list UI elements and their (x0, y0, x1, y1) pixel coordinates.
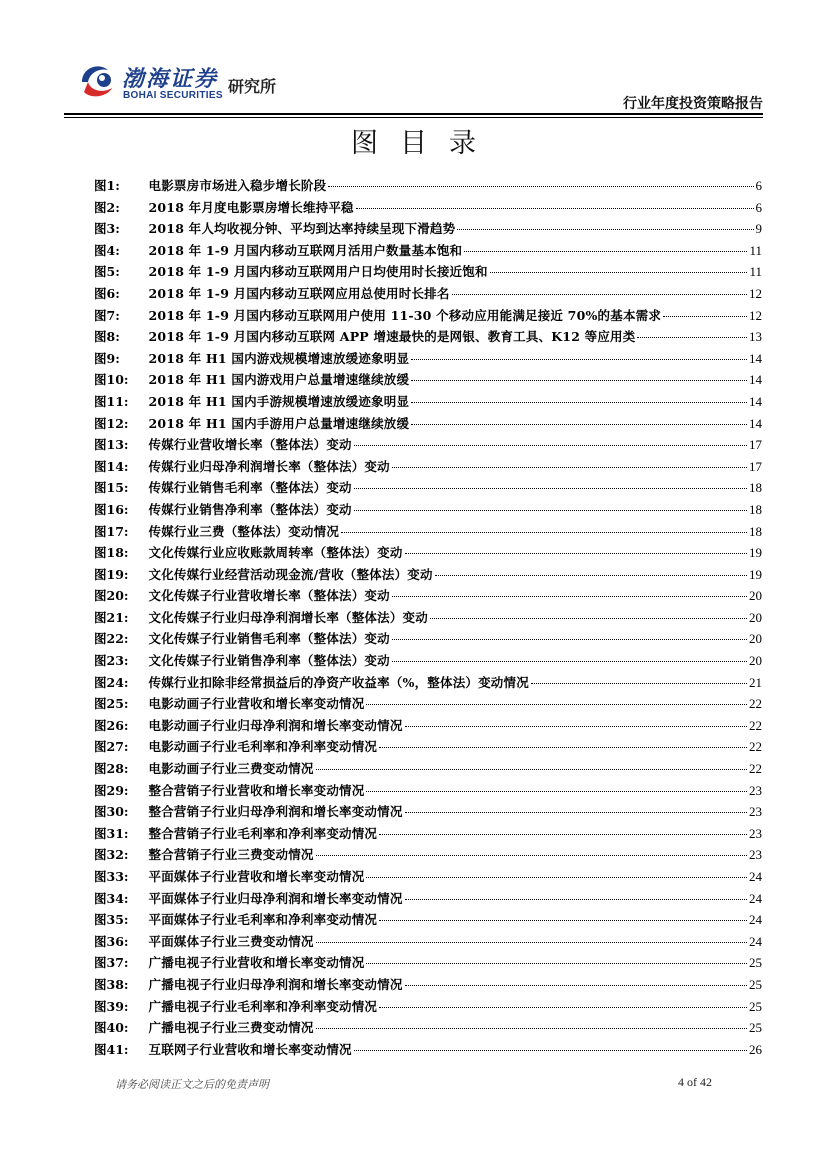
toc-entry[interactable] (94, 543, 762, 565)
toc-entry-title: 电影动画子行业毛利率和净利率变动情况 (148, 739, 378, 755)
toc-entry-leader (411, 424, 747, 425)
toc-entry-label: 图 (94, 674, 107, 690)
toc-entry-leader (354, 488, 747, 489)
toc-entry-leader (392, 639, 747, 640)
toc-entry-leader (366, 704, 747, 705)
toc-entry-title: 传媒行业营收增长率（整体法）变动 (148, 437, 352, 453)
toc-entry-title: 文化传媒子行业营收增长率（整体法）变动 (148, 588, 390, 604)
toc-entry[interactable] (94, 284, 762, 306)
toc-entry[interactable] (94, 392, 762, 414)
toc-entry-title: 电影动画子行业归母净利润和增长率变动情况 (148, 717, 403, 733)
toc-entry-title: 传媒行业三费（整体法）变动情况 (148, 523, 340, 539)
toc-entry-label: 图 (94, 242, 107, 258)
toc-entry-page: 12 (749, 307, 762, 323)
toc-entry-number: 37: (106, 955, 129, 971)
toc-entry-leader (354, 445, 747, 446)
toc-entry-number: 26: (106, 717, 129, 733)
toc-entry-title: 文化传媒行业经营活动现金流/营收（整体法）变动 (148, 566, 433, 582)
toc-entry-title: 2018 年人均收视分钟、平均到达率持续呈现下滑趋势 (148, 221, 456, 237)
toc-entry[interactable] (94, 198, 762, 220)
toc-entry-label: 图 (94, 221, 107, 237)
toc-entry-title: 整合营销子行业三费变动情况 (148, 847, 314, 863)
toc-entry-title: 2018 年月度电影票房增长维持平稳 (148, 199, 354, 215)
toc-entry-label: 图 (94, 1041, 107, 1057)
toc-entry-leader (366, 963, 747, 964)
toc-entry-title: 平面媒体子行业营收和增长率变动情况 (148, 869, 365, 884)
toc-entry-number: 3: (106, 221, 120, 237)
toc-entry-page: 24 (749, 912, 762, 928)
toc-entry[interactable] (94, 910, 762, 932)
toc-entry-leader (341, 532, 747, 533)
toc-entry-title: 平面媒体子行业归母净利润和增长率变动情况 (148, 890, 403, 906)
toc-entry-number: 36: (106, 933, 129, 949)
toc-entry-label: 图 (94, 847, 107, 863)
toc-entry-title: 2018 年 H1 国内手游规模增速放缓迹象明显 (148, 393, 410, 409)
toc-entry[interactable] (94, 478, 762, 500)
toc-entry-title: 电影票房市场进入稳步增长阶段 (148, 178, 327, 193)
toc-entry-title: 广播电视子行业毛利率和净利率变动情况 (148, 998, 378, 1014)
toc-entry-label: 图 (94, 976, 107, 992)
figure-table-of-contents (94, 176, 762, 1061)
toc-entry-leader (464, 251, 747, 252)
toc-entry-leader (411, 402, 747, 403)
toc-entry[interactable] (94, 694, 762, 716)
toc-entry-leader (430, 618, 747, 619)
toc-entry[interactable] (94, 867, 762, 889)
toc-entry-page: 23 (749, 782, 762, 798)
toc-entry-page: 20 (749, 631, 762, 647)
toc-entry[interactable] (94, 608, 762, 630)
toc-entry-page: 25 (749, 976, 762, 992)
toc-entry-leader (452, 294, 747, 295)
toc-entry-leader (490, 272, 748, 273)
toc-entry-title: 整合营销子行业归母净利润和增长率变动情况 (148, 804, 403, 820)
page-header (0, 0, 827, 120)
toc-entry-leader (405, 726, 747, 727)
toc-entry-label: 图 (94, 717, 107, 733)
toc-entry-page: 14 (749, 393, 762, 409)
toc-entry[interactable] (94, 500, 762, 522)
toc-entry-page: 22 (749, 696, 762, 712)
toc-entry[interactable] (94, 435, 762, 457)
toc-entry-number: 20: (106, 588, 129, 604)
toc-entry-label: 图 (94, 199, 107, 215)
toc-entry[interactable] (94, 953, 762, 975)
toc-entry[interactable] (94, 262, 762, 284)
toc-entry-page: 24 (749, 890, 762, 906)
toc-entry-number: 38: (106, 976, 129, 992)
toc-entry-leader (405, 899, 747, 900)
toc-entry-number: 40: (106, 1020, 129, 1036)
toc-entry[interactable] (94, 889, 762, 911)
toc-entry-title: 文化传媒子行业销售净利率（整体法）变动 (148, 653, 390, 669)
toc-entry-title: 2018 年 H1 国内游戏用户总量增速继续放缓 (148, 372, 410, 388)
toc-entry[interactable] (94, 975, 762, 997)
toc-entry[interactable] (94, 845, 762, 867)
toc-entry-number: 25: (106, 696, 129, 712)
toc-entry-number: 27: (106, 739, 129, 755)
toc-entry-title: 2018 年 1-9 月国内移动互联网 APP 增速最快的是网银、教育工具、K12 等应用类 (148, 329, 636, 345)
toc-entry-title: 2018 年 1-9 月国内移动互联网用户日均使用时长接近饱和 (148, 264, 488, 280)
toc-entry-leader (457, 229, 753, 230)
toc-entry-title: 互联网子行业营收和增长率变动情况 (148, 1041, 352, 1057)
toc-entry-leader (316, 1028, 747, 1029)
toc-entry[interactable] (94, 586, 762, 608)
toc-entry-label: 图 (94, 609, 107, 625)
toc-entry-label: 图 (94, 372, 107, 388)
toc-entry-leader (411, 380, 747, 381)
toc-entry-page: 17 (749, 458, 762, 474)
toc-entry-number: 34: (106, 890, 129, 906)
toc-entry-page: 18 (749, 480, 762, 496)
toc-entry-label: 图 (94, 545, 107, 561)
toc-entry-page: 25 (749, 1020, 762, 1036)
toc-entry-page: 11 (749, 242, 762, 258)
toc-entry-page: 18 (749, 523, 762, 539)
toc-entry[interactable] (94, 241, 762, 263)
footer-page-indicator: 4 of 42 (678, 1075, 712, 1089)
toc-entry-number: 5: (106, 264, 120, 280)
toc-entry-title: 传媒行业销售净利率（整体法）变动 (148, 501, 352, 517)
toc-entry-number: 19: (106, 566, 129, 582)
toc-entry-page: 20 (749, 588, 762, 604)
toc-entry-leader (392, 661, 747, 662)
toc-entry-number: 4: (106, 242, 120, 258)
toc-entry-page: 9 (755, 221, 762, 237)
toc-entry-leader (405, 553, 747, 554)
toc-entry-title: 电影动画子行业营收和增长率变动情况 (148, 696, 365, 712)
toc-entry-leader (392, 467, 747, 468)
toc-entry-label: 图 (94, 933, 107, 949)
toc-entry[interactable] (94, 306, 762, 328)
toc-entry-number: 13: (106, 437, 129, 453)
toc-entry-leader (356, 208, 754, 209)
toc-entry-page: 17 (749, 437, 762, 453)
toc-entry-label: 图 (94, 178, 107, 193)
toc-entry-leader (405, 812, 747, 813)
toc-entry-page: 26 (749, 1041, 762, 1057)
toc-entry-title: 2018 年 1-9 月国内移动互联网应用总使用时长排名 (148, 285, 450, 301)
toc-entry-label: 图 (94, 523, 107, 539)
brand-name-en: BOHAI SECURITIES (123, 90, 223, 101)
toc-entry-page: 6 (755, 178, 762, 193)
toc-entry[interactable] (94, 716, 762, 738)
toc-entry-leader (316, 769, 747, 770)
toc-entry-number: 12: (106, 415, 129, 431)
toc-entry-label: 图 (94, 653, 107, 669)
toc-entry-leader (379, 920, 747, 921)
toc-entry-title: 传媒行业销售毛利率（整体法）变动 (148, 480, 352, 496)
toc-entry[interactable] (94, 1040, 762, 1062)
toc-entry-number: 28: (106, 761, 129, 777)
toc-entry-page: 14 (749, 415, 762, 431)
toc-entry-title: 2018 年 1-9 月国内移动互联网月活用户数量基本饱和 (148, 242, 463, 258)
toc-entry-label: 图 (94, 869, 107, 884)
toc-entry-label: 图 (94, 998, 107, 1014)
toc-entry-leader (405, 985, 747, 986)
toc-entry-label: 图 (94, 739, 107, 755)
toc-entry-page: 11 (749, 264, 762, 280)
toc-entry-leader (637, 337, 747, 338)
toc-entry-label: 图 (94, 588, 107, 604)
toc-entry-page: 20 (749, 609, 762, 625)
report-type: 行业年度投资策略报告 (623, 96, 763, 112)
toc-entry[interactable] (94, 997, 762, 1019)
toc-entry-page: 18 (749, 501, 762, 517)
toc-entry-number: 14: (106, 458, 129, 474)
toc-entry-title: 整合营销子行业营收和增长率变动情况 (148, 782, 365, 798)
toc-entry-label: 图 (94, 415, 107, 431)
toc-entry-number: 41: (106, 1041, 129, 1057)
toc-entry-label: 图 (94, 890, 107, 906)
toc-entry-leader (435, 575, 747, 576)
toc-entry-page: 23 (749, 825, 762, 841)
toc-entry-number: 31: (106, 825, 129, 841)
toc-entry-page: 12 (749, 285, 762, 301)
toc-entry-leader (663, 316, 747, 317)
toc-entry-title: 广播电视子行业营收和增长率变动情况 (148, 955, 365, 971)
toc-entry-page: 19 (749, 566, 762, 582)
toc-entry[interactable] (94, 673, 762, 695)
header-rule-thin (64, 117, 763, 118)
toc-entry-title: 2018 年 H1 国内游戏规模增速放缓迹象明显 (148, 350, 410, 366)
toc-entry-leader (411, 359, 747, 360)
toc-entry-leader (366, 791, 747, 792)
toc-entry[interactable] (94, 1018, 762, 1040)
toc-entry-number: 39: (106, 998, 129, 1014)
page-title: 图目录 (351, 128, 498, 159)
toc-entry[interactable] (94, 370, 762, 392)
toc-entry-label: 图 (94, 285, 107, 301)
toc-entry-page: 23 (749, 804, 762, 820)
toc-entry-leader (354, 510, 747, 511)
toc-entry-page: 14 (749, 350, 762, 366)
toc-entry[interactable] (94, 522, 762, 544)
toc-entry-title: 电影动画子行业三费变动情况 (148, 761, 314, 777)
toc-entry-number: 21: (106, 609, 129, 625)
toc-entry-label: 图 (94, 804, 107, 820)
toc-entry-label: 图 (94, 696, 107, 712)
toc-entry-leader (316, 855, 747, 856)
toc-entry-page: 22 (749, 739, 762, 755)
toc-entry-title: 传媒行业归母净利润增长率（整体法）变动 (148, 458, 390, 474)
toc-entry[interactable] (94, 824, 762, 846)
toc-entry-title: 平面媒体子行业三费变动情况 (148, 933, 314, 949)
toc-entry-label: 图 (94, 825, 107, 841)
toc-entry-number: 15: (106, 480, 129, 496)
toc-entry[interactable] (94, 349, 762, 371)
toc-entry-number: 32: (106, 847, 129, 863)
toc-entry-title: 广播电视子行业归母净利润和增长率变动情况 (148, 976, 403, 992)
toc-entry-leader (379, 1007, 747, 1008)
toc-entry-page: 25 (749, 955, 762, 971)
toc-entry-title: 整合营销子行业毛利率和净利率变动情况 (148, 825, 378, 841)
toc-entry-leader (379, 834, 747, 835)
toc-entry-number: 24: (106, 674, 129, 690)
toc-entry[interactable] (94, 565, 762, 587)
toc-entry-number: 18: (106, 545, 129, 561)
toc-entry-label: 图 (94, 912, 107, 928)
toc-entry-label: 图 (94, 458, 107, 474)
toc-entry-number: 6: (106, 285, 120, 301)
toc-entry-label: 图 (94, 955, 107, 971)
toc-entry[interactable] (94, 327, 762, 349)
toc-entry-page: 20 (749, 653, 762, 669)
toc-entry-number: 30: (106, 804, 129, 820)
toc-entry-label: 图 (94, 631, 107, 647)
toc-entry-page: 22 (749, 761, 762, 777)
toc-entry-label: 图 (94, 782, 107, 798)
toc-entry-label: 图 (94, 761, 107, 777)
toc-entry-title: 2018 年 1-9 月国内移动互联网用户使用 11-30 个移动应用能满足接近 70%的基本需求 (148, 307, 662, 323)
toc-entry-number: 10: (106, 372, 129, 388)
bohai-logo-icon (78, 60, 118, 100)
toc-entry-label: 图 (94, 393, 107, 409)
toc-entry-title: 传媒行业扣除非经常损益后的净资产收益率（%，整体法）变动情况 (148, 674, 529, 690)
toc-entry-number: 11: (106, 393, 129, 409)
toc-entry-page: 24 (749, 869, 762, 884)
toc-entry-leader (328, 186, 753, 187)
footer-disclaimer: 请务必阅读正文之后的免责声明 (115, 1078, 269, 1091)
toc-entry-number: 1: (106, 178, 120, 193)
toc-entry-leader (316, 942, 747, 943)
toc-entry-page: 23 (749, 847, 762, 863)
toc-entry-number: 9: (106, 350, 120, 366)
brand-name-cn: 渤海证券 (122, 67, 219, 92)
toc-entry-title: 平面媒体子行业毛利率和净利率变动情况 (148, 912, 378, 928)
toc-entry-page: 13 (749, 329, 762, 345)
toc-entry-label: 图 (94, 350, 107, 366)
toc-entry-leader (354, 1050, 747, 1051)
toc-entry-number: 16: (106, 501, 129, 517)
toc-entry-label: 图 (94, 1020, 107, 1036)
toc-entry-label: 图 (94, 566, 107, 582)
toc-entry-number: 22: (106, 631, 129, 647)
toc-entry[interactable] (94, 932, 762, 954)
toc-entry[interactable] (94, 629, 762, 651)
toc-entry-title: 广播电视子行业三费变动情况 (148, 1020, 314, 1036)
toc-entry-page: 25 (749, 998, 762, 1014)
toc-entry-page: 24 (749, 933, 762, 949)
toc-entry[interactable] (94, 737, 762, 759)
toc-entry[interactable] (94, 457, 762, 479)
toc-entry[interactable] (94, 176, 762, 198)
toc-entry-label: 图 (94, 264, 107, 280)
toc-entry-label: 图 (94, 437, 107, 453)
toc-entry[interactable] (94, 651, 762, 673)
toc-entry-page: 21 (749, 674, 762, 690)
toc-entry-label: 图 (94, 480, 107, 496)
toc-entry-number: 2: (106, 199, 120, 215)
toc-entry-page: 6 (755, 199, 762, 215)
toc-entry-page: 14 (749, 372, 762, 388)
toc-entry-label: 图 (94, 329, 107, 345)
toc-entry-title: 文化传媒子行业归母净利润增长率（整体法）变动 (148, 609, 428, 625)
toc-entry-label: 图 (94, 501, 107, 517)
toc-entry[interactable] (94, 219, 762, 241)
toc-entry-number: 17: (106, 523, 129, 539)
toc-entry[interactable] (94, 802, 762, 824)
toc-entry-page: 22 (749, 717, 762, 733)
toc-entry-title: 2018 年 H1 国内手游用户总量增速继续放缓 (148, 415, 410, 431)
toc-entry[interactable] (94, 414, 762, 436)
toc-entry-leader (392, 596, 747, 597)
toc-entry[interactable] (94, 759, 762, 781)
toc-entry-leader (366, 877, 747, 878)
toc-entry-number: 33: (106, 869, 129, 884)
toc-entry-title: 文化传媒子行业销售毛利率（整体法）变动 (148, 631, 390, 647)
toc-entry-number: 35: (106, 912, 129, 928)
toc-entry-leader (531, 683, 747, 684)
toc-entry-number: 8: (106, 329, 120, 345)
toc-entry-page: 19 (749, 545, 762, 561)
header-rule (64, 113, 763, 115)
toc-entry-number: 23: (106, 653, 129, 669)
toc-entry-number: 29: (106, 782, 129, 798)
toc-entry-label: 图 (94, 307, 107, 323)
toc-entry-title: 文化传媒行业应收账款周转率（整体法）变动 (148, 545, 403, 561)
brand-department: 研究所 (228, 77, 277, 96)
toc-entry[interactable] (94, 781, 762, 803)
toc-entry-number: 7: (106, 307, 120, 323)
toc-entry-leader (379, 747, 747, 748)
